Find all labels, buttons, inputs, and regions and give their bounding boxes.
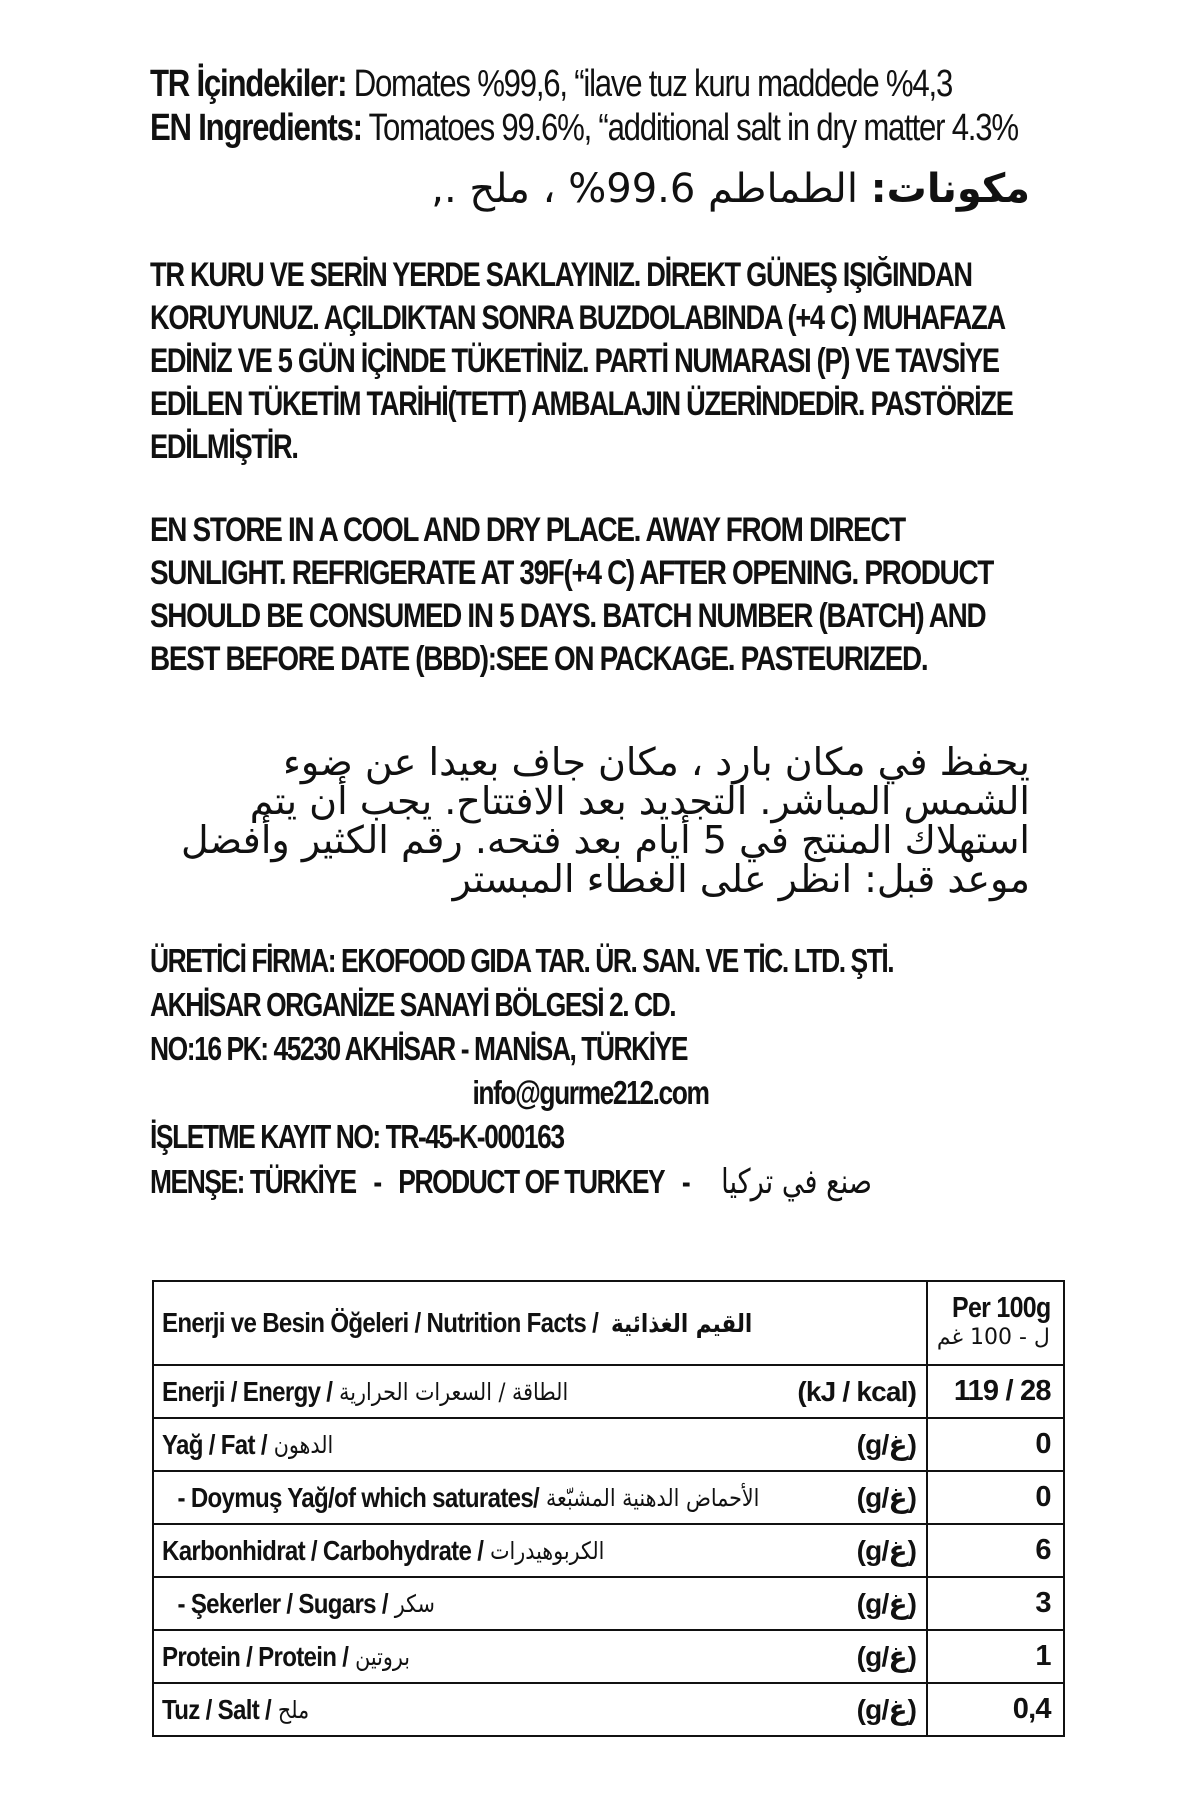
nutrition-row <box>153 1418 1064 1471</box>
nutrient-unit: (g/غ) <box>856 1535 917 1566</box>
nutrient-unit: (g/غ) <box>856 1429 917 1460</box>
nutrition-header-text-ar: القيم الغذائية <box>610 1309 753 1338</box>
storage-tr-line: EDİNİZ VE 5 GÜN İÇİNDE TÜKETİNİZ. PARTİ NUMARASI (P) VE TAVSİYE <box>150 342 999 380</box>
origin-en: PRODUCT OF TURKEY <box>398 1163 665 1200</box>
nutrition-per-cell <box>927 1281 1064 1365</box>
nutrition-row <box>153 1524 1064 1577</box>
nutrient-label: - Doymuş Yağ/of which saturates/ <box>177 1481 540 1513</box>
nutrient-label-ar: الأحماض الدهنية المشبّعة <box>545 1483 760 1512</box>
storage-ar-line: الشمس المباشر. التجديد بعد الافتتاح. يجب أن يتم <box>249 779 1030 823</box>
storage-ar <box>150 740 1030 901</box>
ingredients-en-prefix: EN Ingredients: <box>150 107 362 149</box>
nutrition-row <box>153 1577 1064 1630</box>
nutrient-value: 1 <box>927 1630 1064 1683</box>
nutrition-header-text: Enerji ve Besin Öğeleri / Nutrition Facts / <box>162 1307 599 1338</box>
storage-tr <box>150 254 1030 469</box>
nutrient-label: Yağ / Fat / <box>162 1428 267 1460</box>
nutrient-label: Tuz / Salt / <box>162 1693 272 1725</box>
manufacturer-block <box>150 939 1030 1205</box>
storage-ar-line: استهلاك المنتج في 5 أيام بعد فتحه. رقم الكثير وأفضل <box>180 818 1030 862</box>
ingredients-ar-text: الطماطم 99.6% ، ملح ., <box>431 166 858 212</box>
nutrient-value: 6 <box>927 1524 1064 1577</box>
storage-ar-line: يحفظ في مكان بارد ، مكان جاف بعيدا عن ضوء <box>283 740 1030 784</box>
nutrition-row <box>153 1471 1064 1524</box>
manufacturer-email-wrap <box>150 1071 1030 1115</box>
nutrient-label: Protein / Protein / <box>162 1640 349 1672</box>
ingredients-tr <box>150 62 1030 106</box>
storage-tr-line: TR KURU VE SERİN YERDE SAKLAYINIZ. DİREKT GÜNEŞ IŞIĞINDAN <box>150 256 972 294</box>
nutrient-value: 0,4 <box>927 1683 1064 1736</box>
registration-number: İŞLETME KAYIT NO: TR-45-K-000163 <box>150 1118 564 1155</box>
nutrient-unit: (kJ / kcal) <box>797 1375 917 1407</box>
storage-en-line: SUNLIGHT. REFRIGERATE AT 39F(+4 C) AFTER OPENING. PRODUCT <box>150 554 993 592</box>
label-page <box>150 62 1030 1205</box>
ingredients-ar <box>150 160 1030 218</box>
nutrition-header-label <box>153 1281 927 1365</box>
nutrition-row <box>153 1683 1064 1736</box>
ingredients-en-text: Tomatoes 99.6%, “additional salt in dry matter 4.3% <box>361 107 1018 149</box>
nutrient-unit: (g/غ) <box>856 1588 917 1619</box>
storage-tr-line: EDİLEN TÜKETİM TARİHİ(TETT) AMBALAJIN ÜZERİNDEDİR. PASTÖRİZE <box>150 385 1013 423</box>
nutrient-label-ar: ملح <box>277 1695 310 1724</box>
nutrition-row <box>153 1630 1064 1683</box>
nutrition-per-label: Per 100g <box>952 1292 1051 1324</box>
ingredients-tr-text: Domates %99,6, “ilave tuz kuru maddede %4,3 <box>346 63 953 105</box>
storage-en-line: SHOULD BE CONSUMED IN 5 DAYS. BATCH NUMBER (BATCH) AND <box>150 597 986 635</box>
nutrient-unit: (g/غ) <box>856 1482 917 1513</box>
nutrition-row <box>153 1365 1064 1418</box>
origin-separator: - <box>373 1163 381 1200</box>
nutrient-label-ar: الكربوهيدرات <box>490 1536 605 1565</box>
storage-tr-line: EDİLMİŞTİR. <box>150 428 298 466</box>
origin-ar: صنع في تركيا <box>721 1162 872 1202</box>
storage-en-line: EN STORE IN A COOL AND DRY PLACE. AWAY FROM DIRECT <box>150 511 905 549</box>
nutrient-label: Karbonhidrat / Carbohydrate / <box>162 1534 484 1566</box>
origin-separator: - <box>681 1163 690 1200</box>
nutrient-label-ar: الدهون <box>273 1430 334 1459</box>
nutrition-per-label-ar: ل - 100 غم <box>936 1325 1050 1350</box>
nutrient-value: 0 <box>927 1418 1064 1471</box>
nutrient-label-ar: سكر <box>394 1589 435 1618</box>
nutrient-value: 119 / 28 <box>927 1365 1064 1418</box>
origin-row <box>150 1159 1030 1205</box>
storage-en <box>150 509 1030 681</box>
nutrient-value: 3 <box>927 1577 1064 1630</box>
nutrient-value: 0 <box>927 1471 1064 1524</box>
nutrient-label-ar: الطاقة / السعرات الحرارية <box>339 1377 569 1406</box>
nutrient-label: Enerji / Energy / <box>162 1375 333 1407</box>
nutrition-table <box>152 1280 1065 1737</box>
ingredients-en <box>150 106 1030 150</box>
manufacturer-line1: ÜRETİCİ FİRMA: EKOFOOD GIDA TAR. ÜR. SAN. VE TİC. LTD. ŞTİ. <box>150 942 894 979</box>
ingredients-ar-label: مكونات: <box>870 166 1030 212</box>
ingredients-tr-prefix: TR İçindekiler: <box>150 63 347 105</box>
storage-tr-line: KORUYUNUZ. AÇILDIKTAN SONRA BUZDOLABINDA (+4 C) MUHAFAZA <box>150 299 1005 337</box>
storage-en-line: BEST BEFORE DATE (BBD):SEE ON PACKAGE. PASTEURIZED. <box>150 640 928 678</box>
nutrition-header-row <box>153 1281 1064 1365</box>
manufacturer-line2: AKHİSAR ORGANİZE SANAYİ BÖLGESİ 2. CD. <box>150 986 676 1023</box>
manufacturer-line3: NO:16 PK: 45230 AKHİSAR - MANİSA, TÜRKİYE <box>150 1030 688 1067</box>
nutrient-unit: (g/غ) <box>856 1694 917 1725</box>
nutrient-label: - Şekerler / Sugars / <box>177 1587 388 1619</box>
nutrient-label-ar: بروتين <box>355 1642 410 1671</box>
nutrient-unit: (g/غ) <box>856 1641 917 1672</box>
storage-ar-line: موعد قبل: انظر على الغطاء المبستر <box>452 857 1030 901</box>
manufacturer-email: info@gurme212.com <box>472 1074 708 1111</box>
origin-tr: MENŞE: TÜRKİYE <box>150 1163 356 1200</box>
